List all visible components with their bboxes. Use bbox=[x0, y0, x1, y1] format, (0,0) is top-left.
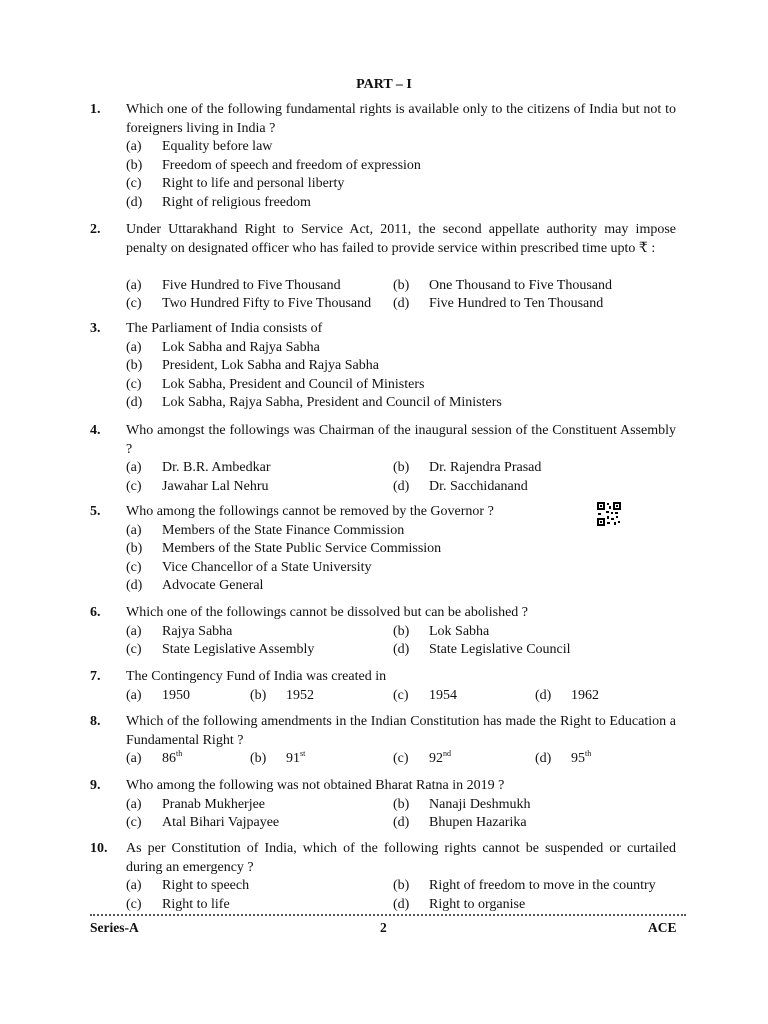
option-text bbox=[162, 357, 379, 376]
option-text bbox=[162, 687, 190, 706]
option-text bbox=[429, 796, 530, 815]
footer-code: ACE bbox=[648, 920, 677, 935]
option-text bbox=[429, 641, 571, 660]
option-value: Right to organise bbox=[429, 896, 526, 912]
option-value: Vice Chancellor of a State University bbox=[162, 559, 372, 575]
option-label: (c) bbox=[126, 296, 142, 311]
option-value: Dr. Rajendra Prasad bbox=[429, 460, 542, 475]
option-label: (d) bbox=[535, 687, 552, 703]
question-number: 6. bbox=[90, 605, 101, 620]
option-text bbox=[429, 277, 612, 296]
option-text bbox=[571, 750, 591, 769]
option-text bbox=[162, 750, 182, 769]
option-text bbox=[162, 157, 421, 176]
footer-page-number: 2 bbox=[380, 920, 387, 935]
footer-divider bbox=[90, 914, 686, 916]
option-value: Right to speech bbox=[162, 878, 250, 893]
option-value: 95 bbox=[571, 751, 585, 766]
option-label: (a) bbox=[126, 522, 142, 538]
option-text bbox=[162, 478, 269, 497]
option-value: 1950 bbox=[162, 687, 190, 703]
option-value: Dr. Sacchidanand bbox=[429, 478, 528, 494]
option-label: (b) bbox=[393, 623, 410, 639]
question-number: 8. bbox=[90, 714, 101, 729]
question-text: As per Constitution of India, which of the following rights cannot be suspended or curtailed during an emergency ? bbox=[126, 841, 676, 875]
option-value: State Legislative Council bbox=[429, 642, 571, 657]
option-label: (c) bbox=[126, 896, 142, 912]
option-text bbox=[162, 175, 344, 194]
option-value: 91 bbox=[286, 751, 300, 766]
option-value: Nanaji Deshmukh bbox=[429, 796, 531, 812]
option-value: Rajya Sabha bbox=[162, 623, 233, 639]
option-label: (a) bbox=[126, 878, 142, 893]
option-value: Right of freedom to move in the country bbox=[429, 878, 656, 893]
option-label: (c) bbox=[126, 176, 142, 191]
option-label: (c) bbox=[393, 751, 409, 766]
option-label: (c) bbox=[126, 376, 142, 392]
option-value: Right of religious freedom bbox=[162, 194, 311, 210]
option-text bbox=[429, 896, 525, 915]
option-label: (a) bbox=[126, 277, 142, 293]
option-label: (d) bbox=[126, 395, 143, 410]
option-text bbox=[429, 814, 527, 833]
option-text bbox=[571, 687, 599, 706]
option-label: (c) bbox=[126, 815, 142, 830]
option-value: Members of the State Public Service Commission bbox=[162, 541, 442, 556]
question-text: Who amongst the followings was Chairman of the inaugural session of the Constituent Assembly ? bbox=[126, 423, 676, 457]
option-value: Pranab Mukherjee bbox=[162, 796, 266, 812]
ordinal-suffix: th bbox=[585, 749, 592, 758]
option-value: Jawahar Lal Nehru bbox=[162, 478, 269, 494]
option-text bbox=[429, 877, 656, 896]
option-value: Dr. B.R. Ambedkar bbox=[162, 460, 271, 475]
option-label: (b) bbox=[126, 541, 143, 556]
option-text bbox=[162, 339, 320, 358]
option-value: 1952 bbox=[286, 687, 314, 703]
question-text: Which one of the following fundamental rights is available only to the citizens of India but not to foreigners living in India ? bbox=[126, 102, 676, 136]
option-label: (d) bbox=[126, 578, 143, 593]
option-value: Two Hundred Fifty to Five Thousand bbox=[162, 296, 372, 311]
option-label: (b) bbox=[393, 878, 410, 893]
option-label: (a) bbox=[126, 623, 142, 639]
question-number: 4. bbox=[90, 423, 101, 438]
footer-series: Series-A bbox=[90, 920, 139, 935]
option-text bbox=[162, 896, 230, 915]
option-text bbox=[162, 295, 371, 314]
option-text bbox=[162, 577, 263, 596]
option-text bbox=[429, 623, 489, 642]
question-number: 10. bbox=[90, 841, 108, 856]
ordinal-suffix: th bbox=[176, 749, 183, 758]
option-text bbox=[429, 478, 528, 497]
option-value: 86 bbox=[162, 751, 176, 766]
option-text bbox=[162, 540, 441, 559]
option-label: (a) bbox=[126, 139, 142, 154]
question-number: 9. bbox=[90, 778, 101, 793]
option-label: (b) bbox=[250, 687, 267, 703]
option-label: (a) bbox=[126, 460, 142, 475]
option-value: Five Hundred to Ten Thousand bbox=[429, 296, 604, 311]
option-text bbox=[429, 295, 603, 314]
option-value: One Thousand to Five Thousand bbox=[429, 277, 613, 293]
option-label: (b) bbox=[393, 796, 410, 812]
option-label: (c) bbox=[126, 559, 142, 575]
option-label: (a) bbox=[126, 796, 142, 812]
option-text bbox=[162, 459, 271, 478]
option-text bbox=[162, 641, 314, 660]
option-label: (c) bbox=[393, 687, 409, 703]
option-text bbox=[429, 687, 457, 706]
option-label: (d) bbox=[393, 296, 410, 311]
option-label: (d) bbox=[393, 478, 410, 494]
option-label: (d) bbox=[535, 751, 552, 766]
question-text: Which of the following amendments in the Indian Constitution has made the Right to Education a Fundamental Right ? bbox=[126, 714, 676, 748]
option-value: Lok Sabha and Rajya Sabha bbox=[162, 339, 320, 355]
question-text: Which one of the followings cannot be dissolved but can be abolished ? bbox=[126, 605, 529, 620]
option-label: (a) bbox=[126, 339, 142, 355]
option-value: Lok Sabha, Rajya Sabha, President and Council of Ministers bbox=[162, 395, 502, 410]
option-text bbox=[162, 559, 371, 578]
option-value: Right to life and personal liberty bbox=[162, 176, 345, 191]
option-label: (c) bbox=[126, 478, 142, 494]
option-text bbox=[162, 376, 424, 395]
option-text bbox=[162, 796, 265, 815]
option-label: (b) bbox=[126, 358, 143, 373]
option-label: (b) bbox=[393, 460, 410, 475]
ordinal-suffix: nd bbox=[443, 749, 451, 758]
option-value: Equality before law bbox=[162, 139, 273, 154]
option-value: Lok Sabha bbox=[429, 623, 490, 639]
option-text bbox=[429, 750, 451, 769]
part-title: PART – I bbox=[356, 77, 412, 92]
question-text: Under Uttarakhand Right to Service Act, 2011, the second appellate authority may impose penalty on designated officer who has failed to provide service within prescribed time upto ₹ : bbox=[126, 222, 676, 256]
option-label: (d) bbox=[393, 815, 410, 830]
option-text bbox=[162, 394, 502, 413]
option-label: (b) bbox=[393, 277, 410, 293]
option-text bbox=[162, 877, 249, 896]
option-value: Right to life bbox=[162, 896, 230, 912]
option-label: (d) bbox=[126, 194, 143, 210]
option-label: (b) bbox=[126, 157, 143, 173]
option-text bbox=[162, 623, 232, 642]
option-value: 1954 bbox=[429, 687, 457, 703]
option-label: (a) bbox=[126, 687, 142, 703]
option-label: (d) bbox=[393, 642, 410, 657]
option-value: Advocate General bbox=[162, 578, 264, 593]
question-number: 5. bbox=[90, 504, 101, 519]
option-value: State Legislative Assembly bbox=[162, 642, 315, 657]
option-value: President, Lok Sabha and Rajya Sabha bbox=[162, 358, 379, 373]
ordinal-suffix: st bbox=[300, 749, 306, 758]
option-value: 1962 bbox=[571, 687, 599, 703]
option-text bbox=[162, 522, 404, 541]
option-value: Lok Sabha, President and Council of Ministers bbox=[162, 376, 425, 392]
question-text: The Contingency Fund of India was created in bbox=[126, 669, 387, 684]
option-label: (b) bbox=[250, 751, 267, 766]
option-text bbox=[162, 277, 341, 296]
option-text bbox=[286, 750, 305, 769]
option-value: Members of the State Finance Commission bbox=[162, 522, 405, 538]
question-text: Who among the followings cannot be removed by the Governor ? bbox=[126, 504, 494, 519]
option-value: Five Hundred to Five Thousand bbox=[162, 277, 341, 293]
question-number: 1. bbox=[90, 102, 101, 117]
question-number: 7. bbox=[90, 669, 101, 684]
question-number: 3. bbox=[90, 321, 101, 336]
question-number: 2. bbox=[90, 222, 101, 237]
option-value: Freedom of speech and freedom of expression bbox=[162, 157, 421, 173]
option-label: (d) bbox=[393, 896, 410, 912]
option-text bbox=[286, 687, 314, 706]
option-label: (c) bbox=[126, 642, 142, 657]
option-value: 92 bbox=[429, 751, 443, 766]
option-label: (a) bbox=[126, 751, 142, 766]
option-text bbox=[162, 138, 272, 157]
qr-code-icon bbox=[597, 502, 621, 526]
option-value: Atal Bihari Vajpayee bbox=[162, 815, 280, 830]
question-text: The Parliament of India consists of bbox=[126, 321, 323, 336]
option-value: Bhupen Hazarika bbox=[429, 815, 527, 830]
option-text bbox=[162, 814, 279, 833]
option-text bbox=[429, 459, 541, 478]
option-text bbox=[162, 194, 311, 213]
question-text: Who among the following was not obtained Bharat Ratna in 2019 ? bbox=[126, 778, 505, 793]
